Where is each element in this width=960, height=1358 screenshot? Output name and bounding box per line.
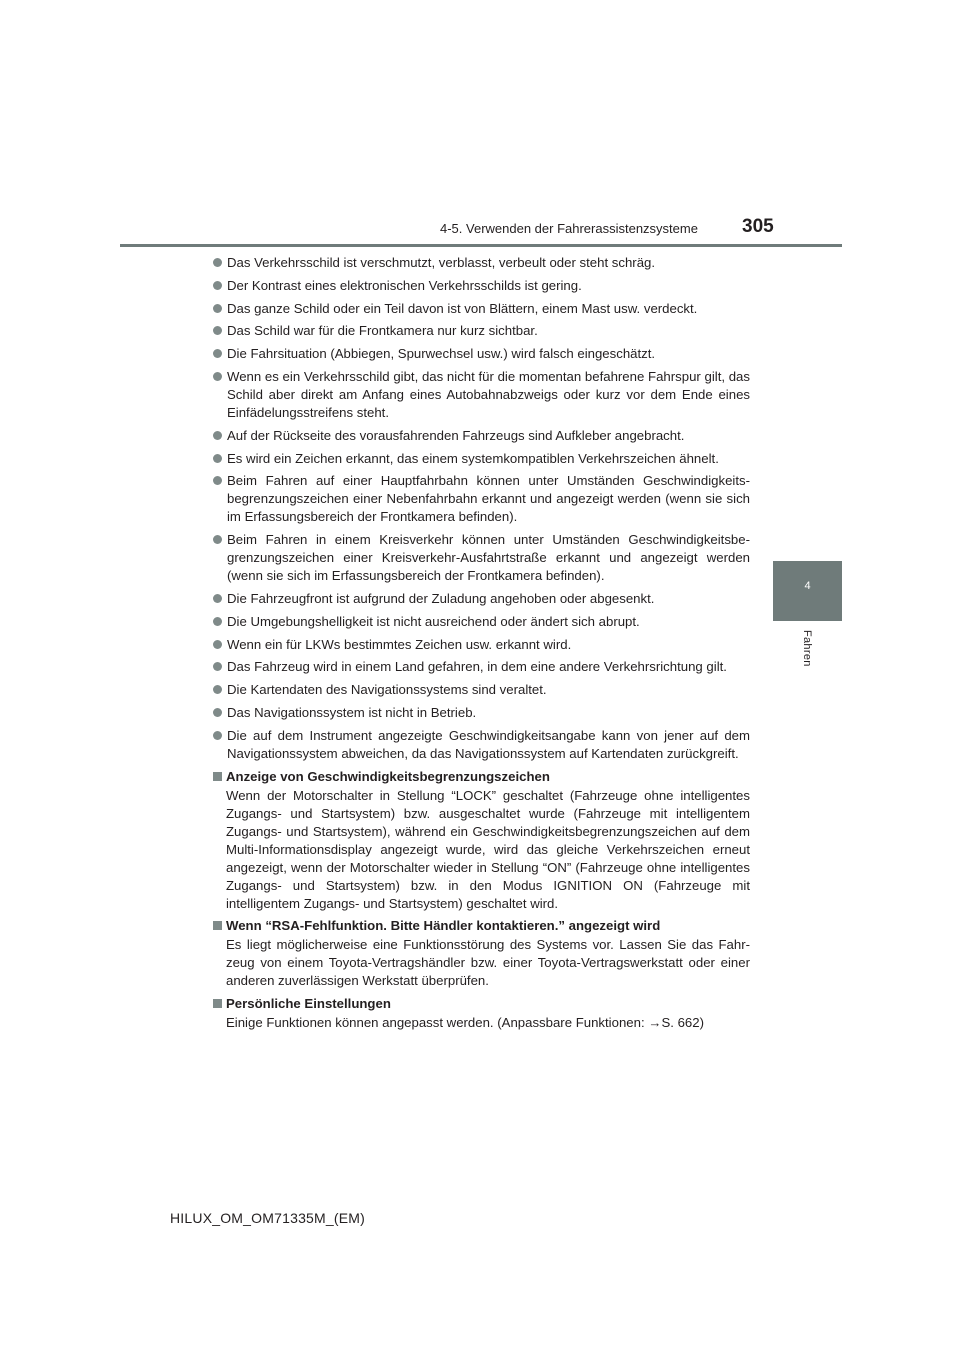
section-body: Einige Funktionen können angepasst werden. (Anpassbare Funktionen: →S. 662) <box>226 1015 704 1031</box>
bullet-item <box>213 254 750 272</box>
bullet-dot-icon <box>213 304 222 313</box>
page-number: 305 <box>742 216 774 237</box>
bullet-dot-icon <box>213 476 222 485</box>
bullet-item <box>213 427 750 445</box>
header-section-title: 4-5. Verwenden der Fahrerassistenzsysteme <box>440 221 698 236</box>
section-heading <box>213 917 750 935</box>
bullet-text: Der Kontrast eines elektronischen Verkehrsschilds ist gering. <box>227 277 582 293</box>
bullet-item <box>213 345 750 363</box>
bullet-item <box>213 636 750 654</box>
bullet-text: Die Fahrzeugfront ist aufgrund der Zuladung angehoben oder abgesenkt. <box>227 590 655 606</box>
bullet-text: Das Schild war für die Frontkamera nur kurz sichtbar. <box>227 323 538 339</box>
bullet-dot-icon <box>213 685 222 694</box>
bullet-text: Das Fahrzeug wird in einem Land gefahren, in dem eine andere Verkehrsrichtung gilt. <box>227 659 727 675</box>
bullet-dot-icon <box>213 431 222 440</box>
bullet-dot-icon <box>213 535 222 544</box>
bullet-item <box>213 450 750 468</box>
square-bullet-icon <box>213 999 222 1008</box>
bullet-text: Wenn ein für LKWs bestimmtes Zeichen usw. erkannt wird. <box>227 636 572 652</box>
section-heading-text: Persönliche Einstellungen <box>226 996 391 1012</box>
bullet-list <box>213 254 750 763</box>
section-rsa-malfunction <box>213 917 750 990</box>
main-content <box>213 254 750 1037</box>
bullet-dot-icon <box>213 349 222 358</box>
chapter-tab <box>773 561 842 621</box>
bullet-text: Die auf dem Instrument angezeigte Geschwindigkeitsangabe kann von jener auf dem Navigationssystem abweichen, da das Navigationssystem auf Kartendaten zurückgreift. <box>227 727 750 761</box>
section-heading-text: Anzeige von Geschwindigkeitsbegrenzungszeichen <box>226 768 550 784</box>
bullet-item <box>213 472 750 526</box>
section-speed-limit-display <box>213 768 750 913</box>
chapter-tab-label: Fahren <box>801 630 813 667</box>
header-divider <box>120 244 842 247</box>
bullet-text: Das Verkehrsschild ist verschmutzt, verblasst, verbeult oder steht schräg. <box>227 255 656 270</box>
bullet-text: Die Umgebungshelligkeit ist nicht ausreichend oder ändert sich abrupt. <box>227 613 640 629</box>
bullet-item <box>213 590 750 608</box>
section-heading <box>213 995 750 1013</box>
bullet-item <box>213 658 750 676</box>
bullet-item <box>213 727 750 763</box>
bullet-text: Das Navigationssystem ist nicht in Betrieb. <box>227 704 477 720</box>
bullet-dot-icon <box>213 326 222 335</box>
footer-document-id: HILUX_OM_OM71335M_(EM) <box>170 1210 366 1226</box>
square-bullet-icon <box>213 772 222 781</box>
section-heading <box>213 768 750 786</box>
bullet-dot-icon <box>213 617 222 626</box>
bullet-text: Es wird ein Zeichen erkannt, das einem systemkompatiblen Verkehrszeichen ähnelt. <box>227 450 719 466</box>
bullet-item <box>213 300 750 318</box>
bullet-item <box>213 681 750 699</box>
bullet-dot-icon <box>213 258 222 267</box>
section-personal-settings <box>213 995 750 1032</box>
bullet-text: Das ganze Schild oder ein Teil davon ist von Blättern, einem Mast usw. verdeckt. <box>227 300 698 316</box>
bullet-dot-icon <box>213 731 222 740</box>
bullet-text: Die Kartendaten des Navigationssystems sind veraltet. <box>227 682 547 698</box>
bullet-dot-icon <box>213 640 222 649</box>
bullet-dot-icon <box>213 281 222 290</box>
bullet-text: Beim Fahren in einem Kreisverkehr können unter Umständen Geschwindigkeitsbe-grenzungszeichen einer Kreisverkehr-Ausfahrtstraße erkannt und angezeigt werden (wenn sie sich im Erfassungsbereich der Frontkamera befinden). <box>227 532 750 584</box>
bullet-dot-icon <box>213 454 222 463</box>
bullet-dot-icon <box>213 708 222 717</box>
bullet-item <box>213 322 750 340</box>
chapter-tab-number: 4 <box>804 580 811 592</box>
bullet-text: Die Fahrsituation (Abbiegen, Spurwechsel usw.) wird falsch eingeschätzt. <box>227 346 656 362</box>
bullet-item <box>213 531 750 585</box>
bullet-text: Wenn es ein Verkehrsschild gibt, das nicht für die momentan befahrene Fahrspur gilt, das Schild aber direkt am Anfang eines Autobahnabzweigs oder kurz vor dem Ende eines Einfädelungsstreifens steht. <box>227 368 750 420</box>
section-body: Wenn der Motorschalter in Stellung “LOCK” geschaltet (Fahrzeuge ohne intelligentes Zugangs- und Startsystem) bzw. ausgeschaltet wurde (Fahrzeuge mit intelligentem Zugangs- und Startsystem), während ein Geschwindigkeitsbegrenzungszeichen auf dem Multi-Informationsdisplay angezeigt wurde, wird das gleiche Verkehrszeichen erneut angezeigt, wenn der Motorschalter wieder in Stellung “ON” (Fahrzeuge ohne intelligentes Zugangs- und Startsystem) bzw. in den Modus IGNITION ON (Fahrzeuge mit intelligentem Zugangs- und Startsystem) geschaltet wird. <box>226 787 750 911</box>
bullet-item <box>213 277 750 295</box>
section-body: Es liegt möglicherweise eine Funktionsstörung des Systems vor. Lassen Sie das Fahr-zeug von einem Toyota-Vertragshändler bzw. einer Toyota-Vertragswerkstatt oder einer anderen zuverlässigen Werkstatt überprüfen. <box>226 937 750 989</box>
bullet-text: Beim Fahren auf einer Hauptfahrbahn können unter Umständen Geschwindigkeits-begrenzungszeichen einer Nebenfahrbahn erkannt und angezeigt werden (wenn sie sich im Erfassungsbereich der Frontkamera befinden). <box>227 473 750 525</box>
bullet-dot-icon <box>213 662 222 671</box>
square-bullet-icon <box>213 921 222 930</box>
bullet-item <box>213 368 750 422</box>
bullet-dot-icon <box>213 372 222 381</box>
bullet-dot-icon <box>213 594 222 603</box>
bullet-item <box>213 704 750 722</box>
bullet-text: Auf der Rückseite des vorausfahrenden Fahrzeugs sind Aufkleber angebracht. <box>227 427 685 443</box>
bullet-item <box>213 613 750 631</box>
section-heading-text: Wenn “RSA-Fehlfunktion. Bitte Händler kontaktieren.” angezeigt wird <box>226 918 661 934</box>
